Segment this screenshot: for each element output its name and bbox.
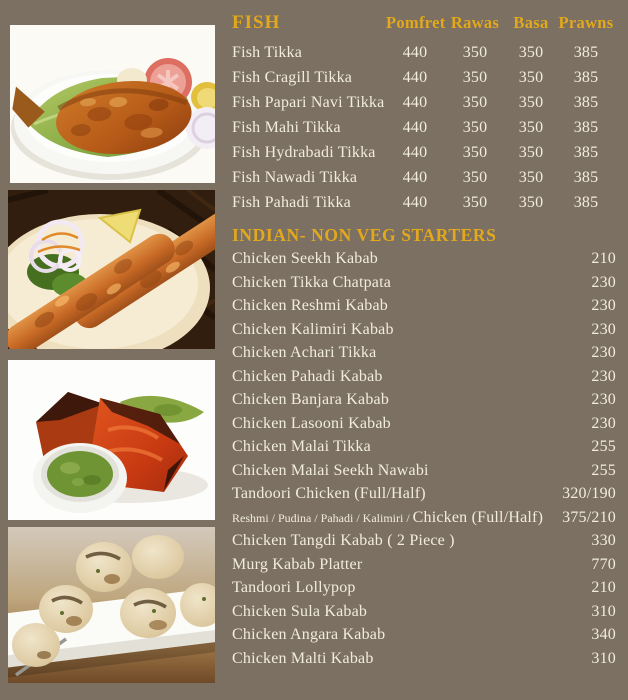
starters-section-title: INDIAN- NON VEG STARTERS: [232, 225, 497, 245]
menu-item-name: Chicken Malti Kabab: [232, 649, 374, 667]
menu-row: [232, 247, 616, 271]
menu-item-price: 440: [402, 194, 428, 211]
menu-item-name: Chicken Tangdi Kabab ( 2 Piece ): [232, 532, 455, 549]
menu-item-price: 210: [591, 579, 616, 596]
menu-item-price: 385: [573, 144, 599, 161]
menu-item-price: 350: [518, 169, 544, 186]
fish-price-table: [232, 10, 616, 215]
column-header-basa: Basa: [513, 13, 549, 32]
menu-item-price: 350: [462, 144, 488, 161]
menu-item-name: Chicken Achari Tikka: [232, 344, 377, 361]
menu-panel: [232, 10, 616, 670]
menu-item-price: 255: [591, 461, 616, 479]
menu-item-price: 350: [518, 119, 544, 136]
menu-item-name: Fish Nawadi Tikka: [232, 169, 358, 186]
menu-row: [232, 294, 616, 318]
menu-item-price: 385: [573, 44, 599, 61]
menu-item-price: 440: [402, 144, 428, 161]
menu-item-price: 350: [462, 194, 488, 211]
menu-row: [232, 341, 616, 365]
menu-row: [232, 271, 616, 295]
menu-item-price: 440: [402, 44, 428, 61]
menu-row: [232, 647, 616, 671]
fish-section-title: FISH: [232, 12, 281, 33]
menu-row: [232, 506, 616, 530]
menu-item-name: Fish Cragill Tikka: [232, 69, 353, 86]
menu-row: [232, 435, 616, 459]
column-header-rawas: Rawas: [450, 13, 500, 32]
menu-item-name: Chicken Sula Kabab: [232, 602, 368, 620]
menu-item-price: 320/190: [562, 485, 616, 502]
menu-item-name: Chicken Tikka Chatpata: [232, 273, 392, 291]
menu-item-price: 350: [462, 169, 488, 186]
menu-row: [232, 412, 616, 436]
menu-item-name: Chicken Reshmi Kabab: [232, 297, 388, 314]
menu-item-price: 310: [591, 602, 616, 620]
menu-item-price: 330: [591, 532, 616, 549]
menu-item-name: Fish Papari Navi Tikka: [232, 94, 385, 111]
menu-item-price: 440: [402, 169, 428, 186]
menu-row: [232, 482, 616, 506]
menu-item-price: 350: [518, 44, 544, 61]
menu-item-price: 230: [591, 414, 616, 432]
menu-item-name: Fish Mahi Tikka: [232, 119, 341, 136]
photo-malai-kabab-skewers: [8, 527, 215, 683]
photo-chicken-seekh-kabab-plate: [8, 190, 215, 349]
menu-item-price: 350: [462, 119, 488, 136]
menu-item-price: 385: [573, 69, 599, 86]
menu-item-price: 310: [591, 649, 616, 667]
menu-item-name: Reshmi / Pudina / Pahadi / Kalimiri / Chicken (Full/Half): [232, 508, 544, 526]
menu-item-price: 350: [462, 44, 488, 61]
menu-item-price: 350: [462, 94, 488, 111]
menu-item-price: 440: [402, 119, 428, 136]
menu-item-name: Tandoori Lollypop: [232, 579, 356, 596]
menu-item-name: Chicken Malai Seekh Nawabi: [232, 461, 429, 479]
menu-item-price: 350: [518, 144, 544, 161]
column-header-pomfret: Pomfret: [386, 13, 446, 32]
menu-item-price: 230: [591, 297, 616, 314]
menu-item-price: 255: [591, 438, 616, 455]
menu-item-price: 440: [402, 94, 428, 111]
menu-item-name: Fish Hydrabadi Tikka: [232, 144, 376, 161]
menu-item-price: 230: [591, 367, 616, 385]
menu-item-name: Chicken Seekh Kabab: [232, 250, 378, 267]
menu-row: [232, 623, 616, 647]
menu-item-name: Fish Pahadi Tikka: [232, 194, 351, 211]
photo-tandoori-chicken-with-chutney: [8, 360, 215, 520]
menu-row: [232, 600, 616, 624]
menu-item-price: 770: [591, 555, 616, 573]
menu-item-price: 230: [591, 344, 616, 361]
menu-row: [232, 529, 616, 553]
menu-item-name: Chicken Kalimiri Kabab: [232, 320, 394, 338]
menu-item-price: 350: [518, 194, 544, 211]
menu-item-price: 385: [573, 119, 599, 136]
menu-item-price: 385: [573, 169, 599, 186]
menu-row: [232, 365, 616, 389]
menu-item-price: 340: [591, 626, 616, 643]
menu-item-price: 440: [402, 69, 428, 86]
photo-fried-fish-on-banana-leaf: [10, 25, 215, 183]
menu-row: [232, 459, 616, 483]
menu-row: [232, 318, 616, 342]
menu-item-name-variants: Reshmi / Pudina / Pahadi / Kalimiri /: [232, 510, 413, 525]
menu-row: [232, 553, 616, 577]
menu-item-name: Tandoori Chicken (Full/Half): [232, 485, 426, 502]
menu-item-name: Chicken Angara Kabab: [232, 626, 386, 643]
column-header-prawns: Prawns: [558, 13, 614, 32]
menu-row: [232, 576, 616, 600]
menu-item-price: 375/210: [562, 508, 616, 526]
menu-item-name: Chicken Lasooni Kabab: [232, 414, 391, 432]
menu-item-price: 350: [518, 94, 544, 111]
menu-item-name: Chicken Pahadi Kabab: [232, 367, 383, 385]
menu-item-price: 350: [462, 69, 488, 86]
menu-item-price: 230: [591, 391, 616, 408]
menu-item-name: Chicken Banjara Kabab: [232, 391, 390, 408]
menu-item-name: Murg Kabab Platter: [232, 555, 363, 573]
starters-list: [232, 247, 616, 670]
menu-item-price: 230: [591, 320, 616, 338]
menu-item-price: 210: [591, 250, 616, 267]
menu-row: [232, 388, 616, 412]
menu-item-price: 350: [518, 69, 544, 86]
menu-item-price: 385: [573, 194, 599, 211]
menu-item-name: Fish Tikka: [232, 44, 303, 61]
menu-item-name: Chicken Malai Tikka: [232, 438, 371, 455]
menu-item-price: 230: [591, 273, 616, 291]
menu-item-price: 385: [573, 94, 599, 111]
